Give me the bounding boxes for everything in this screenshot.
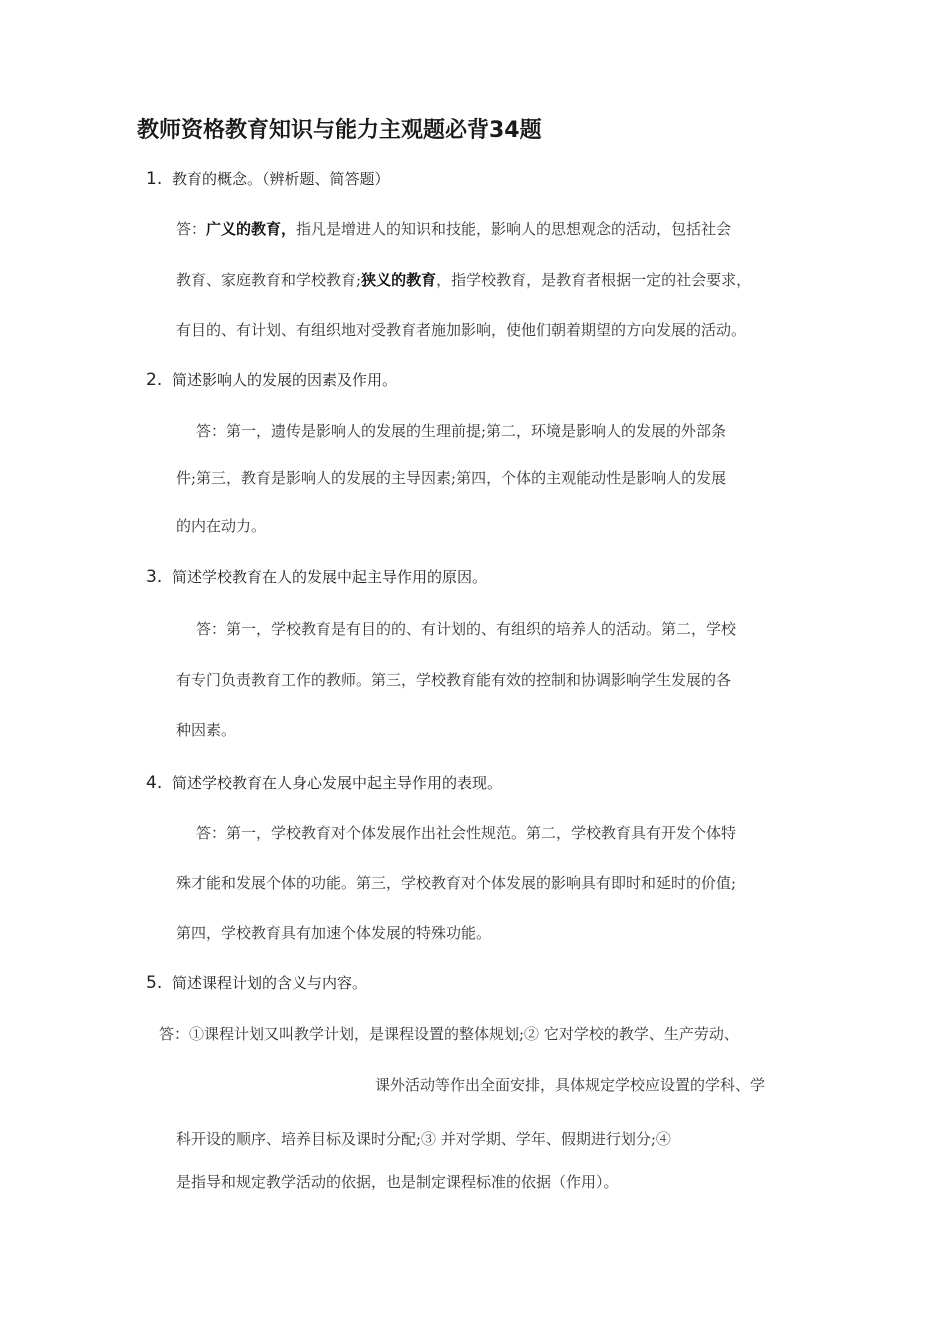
answer-1-line-1 (176, 219, 731, 239)
question-4 (146, 773, 502, 793)
answer-text: 指凡是增进人的知识和技能，影响人的思想观念的活动，包括社会 (296, 220, 732, 238)
question-text: 简述学校教育在人身心发展中起主导作用的表现。 (172, 774, 503, 792)
question-2 (146, 370, 397, 390)
question-number: 1. (146, 169, 163, 189)
question-1 (146, 169, 390, 189)
question-text: 教育的概念。（辨析题、简答题） (172, 170, 390, 188)
question-5 (146, 973, 367, 993)
answer-term-broad: 广义的教育， (206, 220, 297, 238)
question-text: 简述学校教育在人的发展中起主导作用的原因。 (172, 568, 488, 586)
document-title: 教师资格教育知识与能力主观题必背34题 (137, 118, 542, 143)
answer-5-line-3: 科开设的顺序、培养目标及课时分配;③ 并对学期、学年、假期进行划分;④ (176, 1130, 671, 1148)
answer-term-narrow: 狭义的教育 (361, 271, 437, 289)
question-number: 4. (146, 773, 163, 793)
answer-5-line-4: 是指导和规定教学活动的依据，也是制定课程标准的依据（作用）。 (176, 1173, 619, 1191)
answer-2-line-3: 的内在动力。 (176, 517, 267, 535)
answer-5-line-2: 课外活动等作出全面安排，具体规定学校应设置的学科、学 (375, 1076, 766, 1094)
answer-1-line-2 (176, 270, 751, 290)
answer-2-line-2: 件;第三，教育是影响人的发展的主导因素;第四，个体的主观能动性是影响人的发展 (176, 469, 727, 487)
question-number: 3. (146, 567, 163, 587)
question-text: 简述课程计划的含义与内容。 (172, 974, 368, 992)
answer-5-line-1: 答：①课程计划又叫教学计划，是课程设置的整体规划;② 它对学校的教学、生产劳动、 (159, 1025, 739, 1043)
answer-4-line-1: 答：第一，学校教育对个体发展作出社会性规范。第二，学校教育具有开发个体特 (196, 824, 737, 842)
question-number: 5. (146, 973, 163, 993)
answer-3-line-2: 有专门负责教育工作的教师。第三，学校教育能有效的控制和协调影响学生发展的各 (176, 671, 732, 689)
answer-prefix: 答： (176, 220, 207, 238)
answer-text: ，指学校教育，是教育者根据一定的社会要求， (436, 271, 752, 289)
answer-1-line-3: 有目的、有计划、有组织地对受教育者施加影响，使他们朝着期望的方向发展的活动。 (176, 321, 747, 339)
question-text: 简述影响人的发展的因素及作用。 (172, 371, 398, 389)
answer-3-line-1: 答：第一，学校教育是有目的的、有计划的、有组织的培养人的活动。第二，学校 (196, 620, 737, 638)
answer-2-line-1: 答：第一，遗传是影响人的发展的生理前提;第二，环境是影响人的发展的外部条 (196, 422, 727, 440)
answer-4-line-3: 第四，学校教育具有加速个体发展的特殊功能。 (176, 924, 492, 942)
answer-4-line-2: 殊才能和发展个体的功能。第三，学校教育对个体发展的影响具有即时和延时的价值; (176, 874, 737, 892)
question-number: 2. (146, 370, 163, 390)
answer-3-line-3: 种因素。 (176, 721, 237, 739)
question-3 (146, 567, 487, 587)
answer-text: 教育、家庭教育和学校教育; (176, 271, 362, 289)
